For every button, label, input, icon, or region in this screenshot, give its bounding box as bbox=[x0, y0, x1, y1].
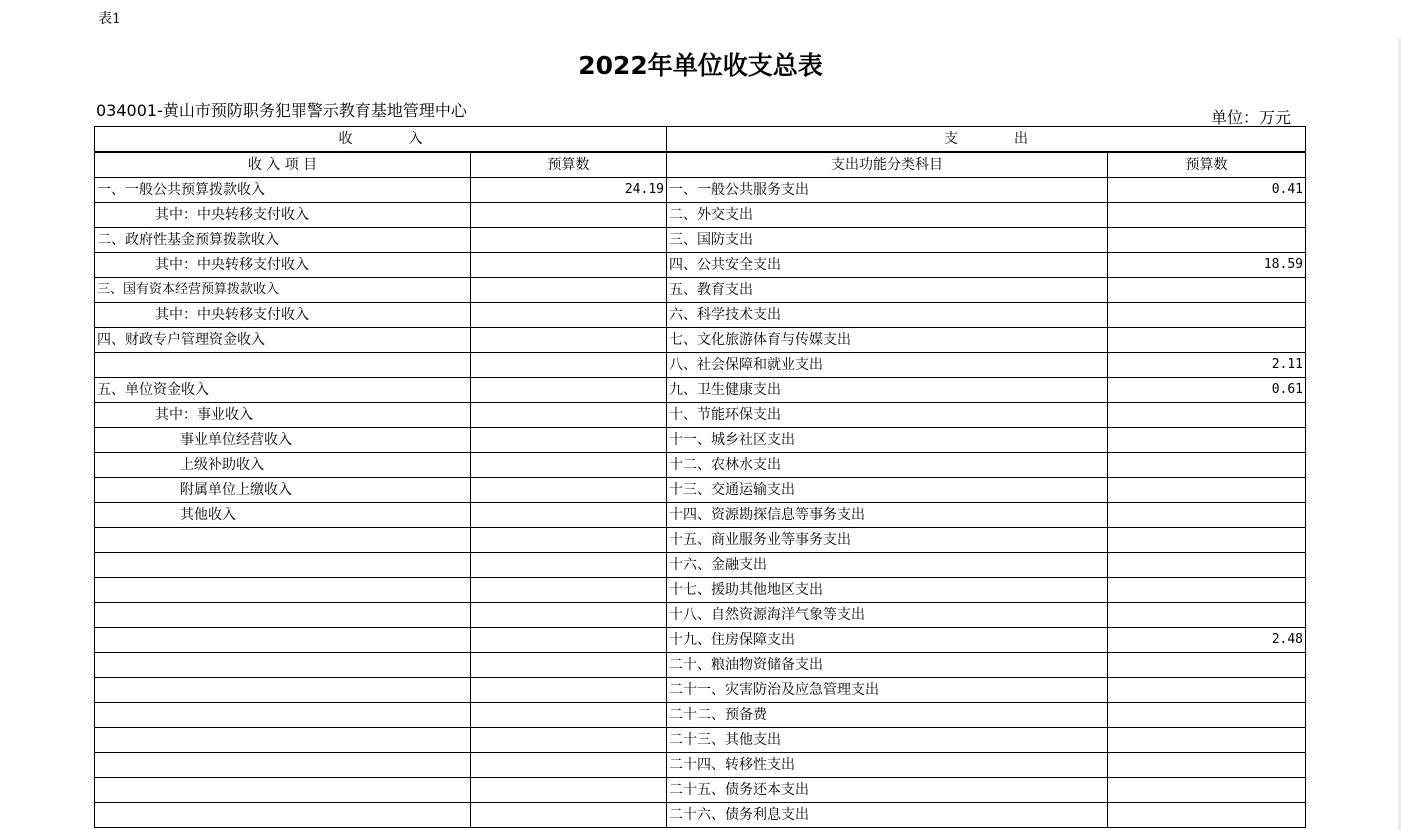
income-item-cell bbox=[95, 728, 471, 753]
expense-budget-header: 预算数 bbox=[1108, 152, 1306, 178]
expense-value-cell bbox=[1108, 753, 1306, 778]
income-value-cell bbox=[471, 403, 667, 428]
expense-item-cell: 一、一般公共服务支出 bbox=[667, 178, 1108, 203]
table-row bbox=[95, 253, 1306, 278]
income-item-cell bbox=[95, 778, 471, 803]
expense-item-cell: 十二、农林水支出 bbox=[667, 453, 1108, 478]
table-row bbox=[95, 553, 1306, 578]
expense-item-cell: 十四、资源勘探信息等事务支出 bbox=[667, 503, 1108, 528]
income-item-cell: 三、国有资本经营预算拨款收入 bbox=[95, 278, 471, 303]
income-item-cell: 二、政府性基金预算拨款收入 bbox=[95, 228, 471, 253]
expense-value-cell bbox=[1108, 728, 1306, 753]
expense-value-cell: 18.59 bbox=[1108, 253, 1306, 278]
table-row bbox=[95, 628, 1306, 653]
table-row bbox=[95, 803, 1306, 828]
income-value-cell bbox=[471, 353, 667, 378]
income-value-cell bbox=[471, 328, 667, 353]
income-group-header: 收 入 bbox=[95, 127, 667, 153]
expense-value-cell bbox=[1108, 653, 1306, 678]
expense-value-cell bbox=[1108, 503, 1306, 528]
income-item-cell bbox=[95, 678, 471, 703]
expense-item-cell: 十三、交通运输支出 bbox=[667, 478, 1108, 503]
expense-item-cell: 十七、援助其他地区支出 bbox=[667, 578, 1108, 603]
income-value-cell bbox=[471, 253, 667, 278]
expense-value-cell: 0.61 bbox=[1108, 378, 1306, 403]
expense-value-cell bbox=[1108, 528, 1306, 553]
expense-item-cell: 二、外交支出 bbox=[667, 203, 1108, 228]
table-row bbox=[95, 203, 1306, 228]
income-item-cell bbox=[95, 578, 471, 603]
expense-item-cell: 二十三、其他支出 bbox=[667, 728, 1108, 753]
income-item-cell bbox=[95, 553, 471, 578]
income-item-cell: 其中：中央转移支付收入 bbox=[95, 253, 471, 278]
table-row bbox=[95, 428, 1306, 453]
table-row bbox=[95, 703, 1306, 728]
income-budget-header: 预算数 bbox=[471, 152, 667, 178]
income-value-cell bbox=[471, 378, 667, 403]
expense-item-cell: 十、节能环保支出 bbox=[667, 403, 1108, 428]
expense-item-cell: 九、卫生健康支出 bbox=[667, 378, 1108, 403]
table-row bbox=[95, 753, 1306, 778]
table-row bbox=[95, 728, 1306, 753]
income-value-cell bbox=[471, 628, 667, 653]
group-header-row bbox=[95, 127, 1306, 153]
table-row bbox=[95, 303, 1306, 328]
expense-value-cell bbox=[1108, 328, 1306, 353]
income-value-cell bbox=[471, 603, 667, 628]
income-value-cell bbox=[471, 228, 667, 253]
income-value-cell bbox=[471, 653, 667, 678]
income-item-header: 收 入 项 目 bbox=[95, 152, 471, 178]
expense-item-cell: 五、教育支出 bbox=[667, 278, 1108, 303]
income-item-cell: 一、一般公共预算拨款收入 bbox=[95, 178, 471, 203]
table-row bbox=[95, 578, 1306, 603]
page-title: 2022年单位收支总表 bbox=[578, 51, 823, 80]
income-value-cell bbox=[471, 703, 667, 728]
expense-item-cell: 十一、城乡社区支出 bbox=[667, 428, 1108, 453]
expense-value-cell bbox=[1108, 678, 1306, 703]
income-item-cell: 五、单位资金收入 bbox=[95, 378, 471, 403]
expense-item-cell: 二十二、预备费 bbox=[667, 703, 1108, 728]
expense-value-cell bbox=[1108, 603, 1306, 628]
table-row bbox=[95, 528, 1306, 553]
expense-value-cell bbox=[1108, 453, 1306, 478]
expense-value-cell: 2.11 bbox=[1108, 353, 1306, 378]
expense-value-cell bbox=[1108, 578, 1306, 603]
table-row bbox=[95, 353, 1306, 378]
expense-item-cell: 三、国防支出 bbox=[667, 228, 1108, 253]
income-value-cell bbox=[471, 803, 667, 828]
expense-item-cell: 七、文化旅游体育与传媒支出 bbox=[667, 328, 1108, 353]
column-header-row bbox=[95, 152, 1306, 178]
expense-item-cell: 十八、自然资源海洋气象等支出 bbox=[667, 603, 1108, 628]
income-item-cell: 四、财政专户管理资金收入 bbox=[95, 328, 471, 353]
income-value-cell bbox=[471, 553, 667, 578]
income-item-cell bbox=[95, 528, 471, 553]
income-item-cell bbox=[95, 628, 471, 653]
income-item-cell: 上级补助收入 bbox=[95, 453, 471, 478]
sheet-label: 表1 bbox=[98, 11, 121, 27]
income-item-cell bbox=[95, 353, 471, 378]
expense-item-cell: 二十六、债务利息支出 bbox=[667, 803, 1108, 828]
expense-value-cell: 0.41 bbox=[1108, 178, 1306, 203]
table-row bbox=[95, 603, 1306, 628]
budget-table bbox=[94, 126, 1306, 828]
expense-value-cell bbox=[1108, 703, 1306, 728]
income-item-cell bbox=[95, 653, 471, 678]
expense-value-cell bbox=[1108, 478, 1306, 503]
income-item-cell bbox=[95, 803, 471, 828]
income-item-cell: 其他收入 bbox=[95, 503, 471, 528]
income-item-cell: 其中：中央转移支付收入 bbox=[95, 303, 471, 328]
income-value-cell bbox=[471, 753, 667, 778]
expense-value-cell bbox=[1108, 403, 1306, 428]
expense-value-cell: 2.48 bbox=[1108, 628, 1306, 653]
expense-value-cell bbox=[1108, 428, 1306, 453]
income-value-cell bbox=[471, 478, 667, 503]
income-value-cell bbox=[471, 278, 667, 303]
expense-item-header: 支出功能分类科目 bbox=[667, 152, 1108, 178]
income-item-cell: 附属单位上缴收入 bbox=[95, 478, 471, 503]
income-value-cell bbox=[471, 503, 667, 528]
expense-value-cell bbox=[1108, 228, 1306, 253]
income-value-cell bbox=[471, 303, 667, 328]
income-item-cell bbox=[95, 703, 471, 728]
income-item-cell: 事业单位经营收入 bbox=[95, 428, 471, 453]
table-row bbox=[95, 378, 1306, 403]
expense-value-cell bbox=[1108, 553, 1306, 578]
income-value-cell bbox=[471, 678, 667, 703]
table-row bbox=[95, 678, 1306, 703]
table-row bbox=[95, 278, 1306, 303]
income-value-cell bbox=[471, 453, 667, 478]
income-value-cell: 24.19 bbox=[471, 178, 667, 203]
expense-item-cell: 二十、粮油物资储备支出 bbox=[667, 653, 1108, 678]
income-value-cell bbox=[471, 203, 667, 228]
table-row bbox=[95, 653, 1306, 678]
unit-name: 034001-黄山市预防职务犯罪警示教育基地管理中心 bbox=[96, 101, 467, 120]
unit-label: 单位：万元 bbox=[1211, 108, 1292, 127]
expense-item-cell: 二十五、债务还本支出 bbox=[667, 778, 1108, 803]
expense-group-header: 支 出 bbox=[667, 127, 1306, 153]
table-row bbox=[95, 478, 1306, 503]
expense-value-cell bbox=[1108, 778, 1306, 803]
expense-value-cell bbox=[1108, 803, 1306, 828]
income-item-cell: 其中：事业收入 bbox=[95, 403, 471, 428]
expense-value-cell bbox=[1108, 203, 1306, 228]
expense-item-cell: 二十一、灾害防治及应急管理支出 bbox=[667, 678, 1108, 703]
income-value-cell bbox=[471, 728, 667, 753]
income-value-cell bbox=[471, 528, 667, 553]
income-value-cell bbox=[471, 778, 667, 803]
income-value-cell bbox=[471, 428, 667, 453]
expense-item-cell: 四、公共安全支出 bbox=[667, 253, 1108, 278]
table-row bbox=[95, 228, 1306, 253]
income-item-cell: 其中：中央转移支付收入 bbox=[95, 203, 471, 228]
expense-value-cell bbox=[1108, 278, 1306, 303]
income-value-cell bbox=[471, 578, 667, 603]
expense-item-cell: 十五、商业服务业等事务支出 bbox=[667, 528, 1108, 553]
expense-item-cell: 六、科学技术支出 bbox=[667, 303, 1108, 328]
table-row bbox=[95, 453, 1306, 478]
expense-item-cell: 十六、金融支出 bbox=[667, 553, 1108, 578]
expense-item-cell: 二十四、转移性支出 bbox=[667, 753, 1108, 778]
expense-item-cell: 十九、住房保障支出 bbox=[667, 628, 1108, 653]
table-row bbox=[95, 328, 1306, 353]
expense-item-cell: 八、社会保障和就业支出 bbox=[667, 353, 1108, 378]
table-row bbox=[95, 403, 1306, 428]
income-item-cell bbox=[95, 753, 471, 778]
table-row bbox=[95, 503, 1306, 528]
table-row bbox=[95, 778, 1306, 803]
table-row bbox=[95, 178, 1306, 203]
expense-value-cell bbox=[1108, 303, 1306, 328]
income-item-cell bbox=[95, 603, 471, 628]
